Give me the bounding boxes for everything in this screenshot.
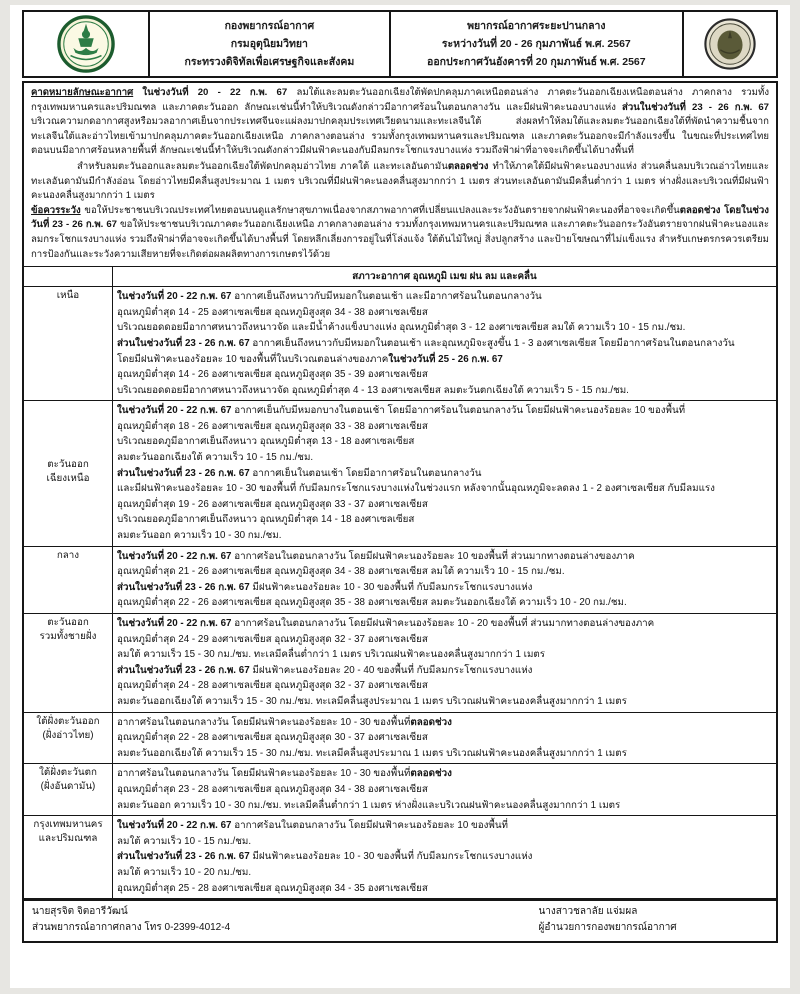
forecaster-signature — [32, 904, 538, 936]
forecast-line — [117, 450, 772, 466]
region-forecast — [113, 546, 777, 613]
emphasis-text: ส่วนในช่วงวันที่ 23 - 26 ก.พ. 67 — [622, 101, 769, 113]
emphasis-text: ในช่วงวันที่ 20 - 22 ก.พ. 67 — [117, 550, 235, 562]
emphasis-text: ตลอดช่วง — [679, 204, 721, 216]
body-text: ลมตะวันออก ความเร็ว 10 - 30 กม./ชม. — [117, 530, 282, 542]
body-text: ลมตะวันออกเฉียงใต้ ความเร็ว 15 - 30 กม./ชม. ทะเลมีคลื่นสูงประมาณ 1 เมตร บริเวณฝนฟ้าคะนองคลื่นสูงมากกว่า 1 เมตร — [117, 747, 627, 759]
forecast-line — [117, 647, 772, 663]
bulletin-issued-date: ออกประกาศวันอังคารที่ 20 กุมภาพันธ์ พ.ศ. 2567 — [427, 56, 646, 68]
signature-footer — [24, 899, 776, 941]
emphasis-text: ตลอดช่วง — [410, 716, 452, 728]
forecast-line — [117, 730, 772, 746]
regions-table — [24, 266, 776, 899]
header-left-logo-cell — [24, 12, 148, 76]
forecast-line — [117, 580, 772, 596]
forecast-line — [117, 715, 772, 731]
emphasis-text: ส่วนในช่วงวันที่ 23 - 26 ก.พ. 67 — [117, 581, 253, 593]
bulletin-period: ระหว่างวันที่ 20 - 26 กุมภาพันธ์ พ.ศ. 2567 — [441, 38, 631, 50]
body-text: อากาศร้อนในตอนกลางวัน โดยมีฝนฟ้าคะนองร้อยละ 10 - 30 ของพื้นที่ — [117, 716, 411, 728]
forecast-line — [117, 481, 772, 497]
region-forecast — [113, 287, 777, 401]
body-text: อากาศเย็นกับมีหมอกบางในตอนเช้า โดยมีอากาศร้อนในตอนกลางวัน โดยมีฝนฟ้าคะนองร้อยละ 10 ของพื้นที่ — [234, 405, 686, 417]
region-forecast — [113, 401, 777, 546]
emphasis-text: ตลอดช่วง — [410, 768, 452, 780]
body-text: อากาศร้อนในตอนกลางวัน โดยมีฝนฟ้าคะนองร้อยละ 10 ของพื้นที่ ส่วนมากทางตอนล่างของภาค — [234, 550, 635, 562]
forecast-line — [117, 834, 772, 850]
region-forecast — [113, 712, 777, 764]
header-title-cell — [389, 12, 682, 76]
body-text: มีฝนฟ้าคะนองร้อยละ 10 - 30 ของพื้นที่ กับมีลมกระโชกแรงบางแห่ง — [252, 581, 533, 593]
body-text: ทำให้ภาคใต้มีฝนฟ้าคะนองบางแห่ง ส่วนคลื่นลมบริเวณอ่าวไทยและทะเลอันดามันมีกำลังอ่อน โดยอ่าวไทยมีคลื่นสูงประมาณ 1 เมตร บริเวณที่มีฝนฟ้าคะนองคลื่นสูงมากกว่า 1 เมตร ส่วนทะเลอันดามันมีคลื่นต่ำกว่า 1 เมตร ห่างฝั่งและบริเวณที่มีฝนฟ้าคะนองคลื่นสูงมากกว่า 1 เมตร — [31, 160, 769, 202]
body-text: อากาศเย็นในตอนเช้า โดยมีอากาศร้อนในตอนกลางวัน — [252, 467, 482, 479]
ministry-seal-icon — [703, 17, 757, 71]
body-text: บริเวณความกดอากาศสูงหรือมวลอากาศเย็นจากประเทศจีนจะแผ่ลงมาปกคลุมประเทศเวียดนามและทะเลจีนใต้ ส่งผลทำให้ลมใต้และลมตะวันออกเฉียงใต้ที่พัดนำความชื้นจากทะเลจีนใต้และอ่าวไทยเข้ามาปกคลุมภาคตะวันออกเฉียงเหนือ ภาคกลางตอนล่าง รวมทั้งกรุงเทพมหานครและปริมณฑล และภาคตะวันออกจะมีกำลังแรงขึ้น ในขณะที่ประเทศไทยตอนบนมีอากาศร้อนหลายพื้นที่ ลักษณะเช่นนี้ทำให้บริเวณดังกล่าวมีฝนฟ้าคะนองกับมีลมกระโชกแรงบางแห่ง รวมถึงฟ้าผ่าที่อาจจะเกิดขึ้นได้บางพื้นที่ — [31, 116, 769, 157]
forecast-line — [117, 466, 772, 482]
region-row — [24, 764, 776, 816]
region-name: ใต้ฝั่งตะวันตก (ฝั่งอันดามัน) — [24, 764, 113, 816]
forecast-line — [117, 352, 772, 368]
body-text: อากาศร้อนในตอนกลางวัน โดยมีฝนฟ้าคะนองร้อยละ 10 - 20 ของพื้นที่ ส่วนมากทางตอนล่างของภาค — [234, 618, 655, 629]
region-row — [24, 816, 776, 899]
document-page — [10, 5, 790, 988]
director-signature — [538, 904, 766, 936]
emphasis-text: ตลอดช่วง — [447, 160, 489, 172]
body-text: อุณหภูมิต่ำสุด 22 - 28 องศาเซลเซียส อุณหภูมิสูงสุด 30 - 37 องศาเซลเซียส — [117, 732, 428, 744]
forecast-line — [117, 632, 772, 648]
forecast-line — [117, 798, 772, 814]
body-text: บริเวณยอดภูมีอากาศเย็นถึงหนาว อุณหภูมิต่ำสุด 14 - 18 องศาเซลเซียส — [117, 514, 415, 526]
forecaster-name: นายสุรจิต จิตอารีวัฒน์ — [32, 906, 128, 918]
table-header-row — [24, 267, 776, 287]
body-text: ลมตะวันออกเฉียงใต้ ความเร็ว 10 - 15 กม./ชม. — [117, 452, 314, 464]
emphasis-text: ส่วนในช่วงวันที่ 23 - 26 ก.พ. 67 — [117, 851, 253, 863]
region-name: ใต้ฝั่งตะวันออก (ฝั่งอ่าวไทย) — [24, 712, 113, 764]
region-row — [24, 287, 776, 401]
body-text: มีฝนฟ้าคะนองร้อยละ 10 - 30 ของพื้นที่ กับมีลมกระโชกแรงบางแห่ง — [252, 851, 533, 863]
body-text: ลมตะวันออกเฉียงใต้ ความเร็ว 15 - 30 กม./ชม. ทะเลมีคลื่นสูงประมาณ 1 เมตร บริเวณฝนฟ้าคะนองคลื่นสูงมากกว่า 1 เมตร — [117, 695, 627, 707]
region-forecast — [113, 614, 777, 713]
emphasis-text: ข้อควรระวัง — [31, 204, 81, 216]
body-text: ลมใต้และลมตะวันออกเฉียงใต้พัดปกคลุมภาคเหนือตอนล่าง ภาคตะวันออกเฉียงเหนือตอนล่าง ภาคกลาง รวมทั้งกรุงเทพมหานครและปริมณฑล และภาคตะวันออก ลักษณะเช่นนี้ทำให้บริเวณดังกล่าวมีอากาศร้อนในตอนกลางวัน และมีฝนฟ้าคะนองบางแห่ง — [31, 87, 770, 113]
body-text: โดยมีฝนฟ้าคะนองร้อยละ 10 ของพื้นที่ในบริเวณตอนล่างของภาค — [117, 353, 389, 365]
emphasis-text: ส่วนในช่วงวันที่ 23 - 26 ก.พ. 67 — [117, 664, 253, 676]
body-text: ลมตะวันออก ความเร็ว 10 - 30 กม./ชม. ทะเลมีคลื่นต่ำกว่า 1 เมตร ห่างฝั่งและบริเวณฝนฟ้าคะนองคลื่นสูงมากกว่า 1 เมตร — [117, 799, 621, 811]
director-name: นางสาวชลาลัย แจ่มผล — [538, 906, 638, 918]
regions-table-body — [24, 267, 776, 899]
agency-ministry: กระทรวงดิจิทัลเพื่อเศรษฐกิจและสังคม — [184, 56, 355, 68]
forecast-line — [117, 549, 772, 565]
forecast-line — [117, 497, 772, 513]
forecast-line — [117, 881, 772, 897]
summary-paragraph — [31, 204, 769, 262]
emphasis-text: คาดหมายลักษณะอากาศ — [31, 87, 134, 98]
body-text: ลมใต้ ความเร็ว 10 - 20 กม./ชม. — [117, 866, 252, 878]
forecast-line — [117, 564, 772, 580]
header-right-logo-cell — [682, 12, 776, 76]
emphasis-text: โดยในช่วงวันที่ 23 - 26 ก.พ. 67 — [31, 204, 769, 231]
header-agency-cell — [148, 12, 389, 76]
body-text: อุณหภูมิต่ำสุด 22 - 26 องศาเซลเซียส อุณหภูมิสูงสุด 35 - 38 องศาเซลเซียส ลมตะวันออกเฉียงใต้ ความเร็ว 10 - 20 กม./ชม. — [117, 597, 627, 609]
agency-department: กรมอุตุนิยมวิทยา — [230, 38, 308, 50]
region-name: ตะวันออก เฉียงเหนือ — [24, 401, 113, 546]
forecast-line — [117, 678, 772, 694]
emphasis-text: ในช่วงวันที่ 20 - 22 ก.พ. 67 — [117, 820, 235, 832]
body-text: ขอให้ประชาชนบริเวณภาคตะวันออกเฉียงเหนือ ภาคกลางตอนล่าง รวมทั้งกรุงเทพมหานครและปริมณฑล และภาคตะวันออกระวังอันตรายจากฝนฟ้าคะนองและลมกระโชกแรงบางแห่ง รวมถึงฟ้าผ่าที่อาจจะเกิดขึ้นได้บางพื้นที่ โดยหลีกเลี่ยงการอยู่ในที่โล่งแจ้ง ใต้ต้นไม้ใหญ่ สิ่งปลูกสร้าง และป้ายโฆษณาที่ไม่แข็งแรง สำหรับเกษตรกรควรเตรียมการป้องกันและระวังความเสียหายที่จะเกิดต่อผลผลิตทางการเกษตรไว้ด้วย — [31, 219, 769, 260]
forecast-line — [117, 383, 772, 399]
emphasis-text: ในช่วงวันที่ 20 - 22 ก.พ. 67 — [117, 618, 235, 629]
forecast-body — [22, 81, 778, 943]
body-text: และมีฝนฟ้าคะนองร้อยละ 10 - 30 ของพื้นที่ กับมีลมกระโชกแรงบางแห่งในช่วงแรก หลังจากนั้นอุณหภูมิจะลดลง 1 - 2 องศาเซลเซียส กับมีลมแรง — [117, 483, 715, 495]
body-text: อากาศร้อนในตอนกลางวัน โดยมีฝนฟ้าคะนองร้อยละ 10 - 30 ของพื้นที่ — [117, 768, 411, 780]
body-text: บริเวณยอดดอยมีอากาศหนาวถึงหนาวจัด อุณหภูมิต่ำสุด 4 - 13 องศาเซลเซียส ลมตะวันตกเฉียงใต้ ความเร็ว 5 - 15 กม./ชม. — [117, 384, 629, 396]
forecast-line — [117, 595, 772, 611]
body-text: อุณหภูมิต่ำสุด 14 - 25 องศาเซลเซียส อุณหภูมิสูงสุด 34 - 38 องศาเซลเซียส — [117, 306, 428, 318]
body-text: บริเวณยอดภูมีอากาศเย็นถึงหนาว อุณหภูมิต่ำสุด 13 - 18 องศาเซลเซียส — [117, 436, 415, 448]
body-text: อุณหภูมิต่ำสุด 18 - 26 องศาเซลเซียส อุณหภูมิสูงสุด 33 - 38 องศาเซลเซียส — [117, 420, 428, 432]
body-text: อากาศร้อนในตอนกลางวัน โดยมีฝนฟ้าคะนองร้อยละ 10 ของพื้นที่ — [234, 820, 508, 832]
body-text: อากาศเย็นถึงหนาวกับมีหมอกในตอนเช้า และอุณหภูมิจะสูงขึ้น 1 - 3 องศาเซลเซียส โดยมีอากาศร้อนในตอนกลางวัน — [252, 337, 735, 349]
forecast-line — [117, 663, 772, 679]
summary-paragraphs — [24, 83, 776, 264]
table-header-empty-cell — [24, 267, 113, 287]
region-row — [24, 401, 776, 546]
summary-paragraph — [31, 86, 769, 159]
forecast-line — [117, 782, 772, 798]
forecast-line — [117, 616, 772, 632]
forecast-line — [117, 305, 772, 321]
tmd-seal-icon — [57, 15, 115, 73]
body-text: อุณหภูมิต่ำสุด 23 - 28 องศาเซลเซียส อุณหภูมิสูงสุด 34 - 38 องศาเซลเซียส — [117, 783, 428, 795]
forecast-line — [117, 849, 772, 865]
emphasis-text: ในช่วงวันที่ 25 - 26 ก.พ. 67 — [388, 353, 503, 365]
bulletin-title: พยากรณ์อากาศระยะปานกลาง — [467, 20, 606, 32]
forecast-line — [117, 528, 772, 544]
body-text: อุณหภูมิต่ำสุด 24 - 28 องศาเซลเซียส อุณหภูมิสูงสุด 32 - 37 องศาเซลเซียส — [117, 680, 428, 692]
forecast-line — [117, 419, 772, 435]
forecast-line — [117, 434, 772, 450]
forecast-line — [117, 320, 772, 336]
body-text: อุณหภูมิต่ำสุด 21 - 26 องศาเซลเซียส อุณหภูมิสูงสุด 34 - 38 องศาเซลเซียส ลมใต้ ความเร็ว 10 - 15 กม./ชม. — [117, 566, 565, 578]
body-text: บริเวณยอดดอยมีอากาศหนาวถึงหนาวจัด และมีน้ำค้างแข็งบางแห่ง อุณหภูมิต่ำสุด 3 - 12 องศาเซลเซียส ลมใต้ ความเร็ว 10 - 15 กม./ชม. — [117, 322, 686, 334]
body-text: สำหรับลมตะวันออกและลมตะวันออกเฉียงใต้พัดปกคลุมอ่าวไทย ภาคใต้ และทะเลอันดามัน — [77, 160, 448, 172]
forecaster-division-phone: ส่วนพยากรณ์อากาศกลาง โทร 0-2399-4012-4 — [32, 922, 231, 934]
emphasis-text: ในช่วงวันที่ 20 - 22 ก.พ. 67 — [117, 291, 235, 303]
emphasis-text: ส่วนในช่วงวันที่ 23 - 26 ก.พ. 67 — [117, 467, 253, 479]
forecast-line — [117, 865, 772, 881]
body-text: อุณหภูมิต่ำสุด 14 - 26 องศาเซลเซียส อุณหภูมิสูงสุด 35 - 39 องศาเซลเซียส — [117, 369, 428, 381]
region-forecast — [113, 816, 777, 899]
document-header — [22, 10, 778, 78]
director-title: ผู้อำนวยการกองพยากรณ์อากาศ — [538, 922, 677, 934]
region-name: ตะวันออก รวมทั้งชายฝั่ง — [24, 614, 113, 713]
emphasis-text: ในช่วงวันที่ 20 - 22 ก.พ. 67 — [117, 405, 235, 417]
emphasis-text: ในช่วงวันที่ 20 - 22 ก.พ. 67 — [142, 87, 297, 98]
forecast-line — [117, 289, 772, 305]
body-text: มีฝนฟ้าคะนองร้อยละ 20 - 40 ของพื้นที่ กับมีลมกระโชกแรงบางแห่ง — [252, 664, 533, 676]
emphasis-text: ส่วนในช่วงวันที่ 23 - 26 ก.พ. 67 — [117, 337, 253, 349]
forecast-line — [117, 694, 772, 710]
body-text: ลมใต้ ความเร็ว 10 - 15 กม./ชม. — [117, 835, 252, 847]
table-header-title: สภาวะอากาศ อุณหภูมิ เมฆ ฝน ลม และคลื่น — [113, 267, 777, 287]
region-name: กลาง — [24, 546, 113, 613]
region-forecast — [113, 764, 777, 816]
region-name: เหนือ — [24, 287, 113, 401]
body-text: อุณหภูมิต่ำสุด 25 - 28 องศาเซลเซียส อุณหภูมิสูงสุด 34 - 35 องศาเซลเซียส — [117, 882, 428, 894]
region-name: กรุงเทพมหานคร และปริมณฑล — [24, 816, 113, 899]
body-text: อุณหภูมิต่ำสุด 24 - 29 องศาเซลเซียส อุณหภูมิสูงสุด 32 - 37 องศาเซลเซียส — [117, 633, 428, 645]
forecast-line — [117, 367, 772, 383]
agency-division: กองพยากรณ์อากาศ — [224, 20, 315, 32]
forecast-line — [117, 336, 772, 352]
region-row — [24, 712, 776, 764]
body-text: อุณหภูมิต่ำสุด 19 - 26 องศาเซลเซียส อุณหภูมิสูงสุด 33 - 37 องศาเซลเซียส — [117, 498, 428, 510]
body-text: อากาศเย็นถึงหนาวกับมีหมอกในตอนเช้า และมีอากาศร้อนในตอนกลางวัน — [234, 291, 542, 303]
body-text: ลมใต้ ความเร็ว 15 - 30 กม./ชม. ทะเลมีคลื่นต่ำกว่า 1 เมตร บริเวณฝนฟ้าคะนองคลื่นสูงมากกว่า 1 เมตร — [117, 649, 546, 661]
region-row — [24, 614, 776, 713]
forecast-line — [117, 818, 772, 834]
region-row — [24, 546, 776, 613]
forecast-line — [117, 766, 772, 782]
forecast-line — [117, 746, 772, 762]
forecast-line — [117, 512, 772, 528]
summary-paragraph — [31, 160, 769, 204]
forecast-line — [117, 403, 772, 419]
body-text: ขอให้ประชาชนบริเวณประเทศไทยตอนบนดูแลรักษาสุขภาพเนื่องจากสภาพอากาศที่เปลี่ยนแปลงและระวังอันตรายจากฝนฟ้าคะนองที่อาจจะเกิดขึ้น — [80, 204, 680, 216]
